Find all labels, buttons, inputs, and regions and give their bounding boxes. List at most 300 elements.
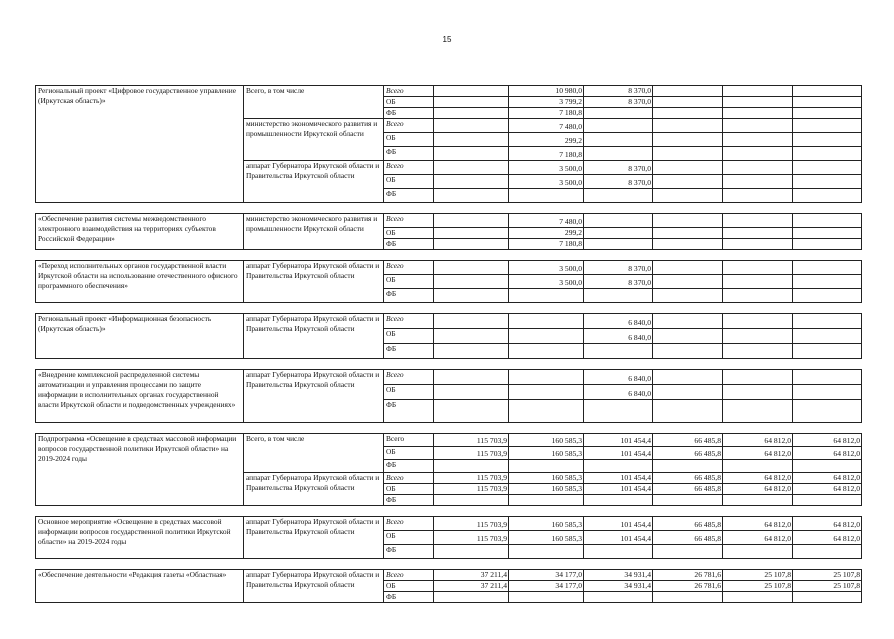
separator-cell (36, 250, 244, 261)
amount-cell (793, 228, 862, 239)
separator-cell (384, 203, 434, 214)
amount-cell (653, 261, 723, 275)
amount-cell (723, 385, 793, 400)
funding-source-cell: ФБ (384, 400, 434, 423)
separator-cell (653, 203, 723, 214)
amount-cell: 7 480,0 (509, 119, 584, 133)
amount-cell (793, 400, 862, 423)
table-row (36, 314, 862, 329)
amount-cell (434, 545, 509, 559)
funding-source-cell: ФБ (384, 189, 434, 203)
amount-cell (653, 214, 723, 228)
amount-cell (653, 385, 723, 400)
amount-cell: 25 107,8 (723, 581, 793, 592)
separator-cell (653, 423, 723, 434)
amount-cell (723, 214, 793, 228)
section-title: «Внедрение комплексной распределенной системы автоматизации и управления процессами по защите информации в исполнительных органах государственной власти Иркутской области и подведомственных учреждениях» (36, 370, 244, 423)
amount-cell: 160 585,3 (509, 484, 584, 495)
funding-source-cell: Всего (384, 214, 434, 228)
funding-source-cell: Всего (384, 119, 434, 133)
amount-cell: 101 454,4 (584, 447, 653, 460)
amount-cell: 64 812,0 (793, 484, 862, 495)
separator-cell (36, 559, 244, 570)
section-separator (36, 506, 862, 517)
amount-cell: 160 585,3 (509, 517, 584, 531)
amount-cell: 64 812,0 (793, 434, 862, 447)
separator-cell (653, 303, 723, 314)
separator-cell (244, 559, 384, 570)
amount-cell: 64 812,0 (793, 531, 862, 545)
amount-cell (509, 545, 584, 559)
separator-cell (434, 506, 509, 517)
amount-cell: 64 812,0 (723, 434, 793, 447)
section-separator (36, 303, 862, 314)
amount-cell (793, 214, 862, 228)
amount-cell: 7 180,8 (509, 239, 584, 250)
separator-cell (509, 203, 584, 214)
amount-cell (653, 133, 723, 147)
funding-source-cell: ОБ (384, 329, 434, 344)
separator-cell (723, 359, 793, 370)
section-title: «Обеспечение деятельности «Редакция газеты «Областная» (36, 570, 244, 603)
section-separator (36, 559, 862, 570)
separator-cell (584, 559, 653, 570)
amount-cell: 6 840,0 (584, 370, 653, 385)
separator-cell (653, 359, 723, 370)
separator-cell (509, 423, 584, 434)
amount-cell (653, 314, 723, 329)
amount-cell: 37 211,4 (434, 570, 509, 581)
amount-cell (434, 275, 509, 289)
funding-source-cell: ОБ (384, 484, 434, 495)
amount-cell (793, 108, 862, 119)
executor-cell: аппарат Губернатора Иркутской области и Правительства Иркутской области (244, 570, 384, 603)
amount-cell (793, 239, 862, 250)
amount-cell: 66 485,8 (653, 484, 723, 495)
section-separator (36, 203, 862, 214)
amount-cell (653, 400, 723, 423)
amount-cell (723, 239, 793, 250)
separator-cell (434, 423, 509, 434)
amount-cell: 8 370,0 (584, 261, 653, 275)
amount-cell (793, 275, 862, 289)
executor-cell: аппарат Губернатора Иркутской области и Правительства Иркутской области (244, 161, 384, 203)
separator-cell (584, 250, 653, 261)
amount-cell: 66 485,8 (653, 447, 723, 460)
funding-source-cell: ФБ (384, 460, 434, 473)
amount-cell (653, 189, 723, 203)
table-row (36, 434, 862, 447)
amount-cell: 26 781,6 (653, 581, 723, 592)
amount-cell: 3 500,0 (509, 261, 584, 275)
funding-source-cell: ФБ (384, 108, 434, 119)
amount-cell (434, 370, 509, 385)
amount-cell (793, 119, 862, 133)
amount-cell (793, 86, 862, 97)
amount-cell: 64 812,0 (793, 473, 862, 484)
amount-cell (653, 545, 723, 559)
separator-cell (793, 506, 862, 517)
amount-cell (434, 261, 509, 275)
funding-source-cell: Всего (384, 86, 434, 97)
amount-cell: 299,2 (509, 133, 584, 147)
amount-cell (434, 460, 509, 473)
amount-cell (653, 289, 723, 303)
amount-cell (723, 161, 793, 175)
amount-cell (584, 228, 653, 239)
amount-cell (434, 228, 509, 239)
amount-cell (434, 147, 509, 161)
amount-cell (434, 495, 509, 506)
amount-cell (434, 108, 509, 119)
amount-cell (509, 400, 584, 423)
amount-cell (509, 592, 584, 603)
amount-cell: 7 180,8 (509, 108, 584, 119)
amount-cell (509, 344, 584, 359)
separator-cell (244, 303, 384, 314)
amount-cell (509, 329, 584, 344)
amount-cell (723, 119, 793, 133)
amount-cell: 6 840,0 (584, 385, 653, 400)
amount-cell (723, 175, 793, 189)
amount-cell (584, 460, 653, 473)
amount-cell: 160 585,3 (509, 473, 584, 484)
separator-cell (509, 506, 584, 517)
amount-cell: 115 703,9 (434, 517, 509, 531)
amount-cell (723, 108, 793, 119)
amount-cell: 64 812,0 (723, 447, 793, 460)
amount-cell (793, 175, 862, 189)
amount-cell (723, 189, 793, 203)
amount-cell (434, 97, 509, 108)
amount-cell (723, 86, 793, 97)
amount-cell (723, 344, 793, 359)
funding-source-cell: ОБ (384, 275, 434, 289)
separator-cell (793, 250, 862, 261)
amount-cell: 66 485,8 (653, 434, 723, 447)
funding-source-cell: ОБ (384, 97, 434, 108)
budget-table (35, 85, 862, 603)
amount-cell (509, 385, 584, 400)
amount-cell (434, 314, 509, 329)
separator-cell (384, 423, 434, 434)
amount-cell (584, 592, 653, 603)
amount-cell: 37 211,4 (434, 581, 509, 592)
amount-cell (723, 289, 793, 303)
amount-cell (653, 161, 723, 175)
amount-cell: 3 500,0 (509, 175, 584, 189)
amount-cell (653, 86, 723, 97)
amount-cell (793, 261, 862, 275)
section-title: Региональный проект «Информационная безопасность (Иркутская область)» (36, 314, 244, 359)
separator-cell (509, 250, 584, 261)
executor-cell: аппарат Губернатора Иркутской области и Правительства Иркутской области (244, 473, 384, 506)
separator-cell (509, 359, 584, 370)
amount-cell (793, 133, 862, 147)
amount-cell: 34 931,4 (584, 581, 653, 592)
amount-cell (723, 329, 793, 344)
amount-cell: 34 177,0 (509, 570, 584, 581)
amount-cell: 3 500,0 (509, 275, 584, 289)
amount-cell (793, 344, 862, 359)
amount-cell (723, 400, 793, 423)
amount-cell (723, 545, 793, 559)
amount-cell: 115 703,9 (434, 447, 509, 460)
section-separator (36, 423, 862, 434)
amount-cell: 64 812,0 (793, 517, 862, 531)
amount-cell: 8 370,0 (584, 175, 653, 189)
amount-cell: 101 454,4 (584, 434, 653, 447)
table-row (36, 570, 862, 581)
amount-cell: 3 799,2 (509, 97, 584, 108)
amount-cell: 64 812,0 (723, 531, 793, 545)
separator-cell (723, 559, 793, 570)
executor-cell: Всего, в том числе (244, 434, 384, 473)
amount-cell (653, 147, 723, 161)
amount-cell: 101 454,4 (584, 517, 653, 531)
separator-cell (509, 303, 584, 314)
amount-cell: 101 454,4 (584, 473, 653, 484)
separator-cell (244, 359, 384, 370)
amount-cell (653, 239, 723, 250)
amount-cell (723, 275, 793, 289)
funding-source-cell: Всего (384, 314, 434, 329)
amount-cell (584, 108, 653, 119)
amount-cell: 25 107,8 (793, 581, 862, 592)
amount-cell: 25 107,8 (793, 570, 862, 581)
amount-cell (653, 592, 723, 603)
amount-cell (584, 214, 653, 228)
funding-source-cell: ФБ (384, 147, 434, 161)
amount-cell (793, 385, 862, 400)
amount-cell: 34 177,0 (509, 581, 584, 592)
separator-cell (434, 250, 509, 261)
amount-cell (793, 289, 862, 303)
funding-source-cell: Всего (384, 473, 434, 484)
amount-cell (723, 495, 793, 506)
separator-cell (509, 559, 584, 570)
amount-cell: 10 980,0 (509, 86, 584, 97)
page-number: 15 (442, 35, 452, 44)
amount-cell: 64 812,0 (793, 447, 862, 460)
table-row (36, 261, 862, 275)
amount-cell (653, 119, 723, 133)
funding-source-cell: ОБ (384, 133, 434, 147)
table-body (36, 86, 862, 603)
separator-cell (793, 359, 862, 370)
amount-cell (653, 370, 723, 385)
amount-cell (509, 314, 584, 329)
section-title: Подпрограмма «Освещение в средствах массовой информации вопросов государственной политики Иркутской области» на 2019-2024 годы (36, 434, 244, 506)
amount-cell (653, 108, 723, 119)
funding-source-cell: ОБ (384, 581, 434, 592)
amount-cell: 7 480,0 (509, 214, 584, 228)
amount-cell: 115 703,9 (434, 531, 509, 545)
amount-cell: 64 812,0 (723, 517, 793, 531)
amount-cell (723, 460, 793, 473)
executor-cell: Всего, в том числе (244, 86, 384, 119)
amount-cell (434, 119, 509, 133)
amount-cell (434, 385, 509, 400)
amount-cell (653, 329, 723, 344)
amount-cell: 115 703,9 (434, 434, 509, 447)
separator-cell (584, 359, 653, 370)
amount-cell (584, 344, 653, 359)
funding-source-cell: ФБ (384, 592, 434, 603)
funding-source-cell: Всего (384, 370, 434, 385)
amount-cell (723, 592, 793, 603)
amount-cell (434, 86, 509, 97)
amount-cell: 3 500,0 (509, 161, 584, 175)
amount-cell (434, 133, 509, 147)
amount-cell (653, 228, 723, 239)
amount-cell: 25 107,8 (723, 570, 793, 581)
section-title: Региональный проект «Цифровое государственное управление (Иркутская область)» (36, 86, 244, 203)
amount-cell: 64 812,0 (723, 484, 793, 495)
funding-source-cell: Всего (384, 261, 434, 275)
table-row (36, 370, 862, 385)
amount-cell (509, 460, 584, 473)
separator-cell (793, 203, 862, 214)
table-row (36, 214, 862, 228)
executor-cell: аппарат Губернатора Иркутской области и Правительства Иркутской области (244, 370, 384, 423)
amount-cell: 160 585,3 (509, 447, 584, 460)
amount-cell (509, 189, 584, 203)
funding-source-cell: ФБ (384, 289, 434, 303)
amount-cell (793, 495, 862, 506)
funding-source-cell: ОБ (384, 228, 434, 239)
amount-cell (584, 147, 653, 161)
funding-source-cell: ОБ (384, 447, 434, 460)
amount-cell: 66 485,8 (653, 531, 723, 545)
separator-cell (584, 506, 653, 517)
separator-cell (723, 303, 793, 314)
section-title: «Переход исполнительных органов государственной власти Иркутской области на использование отечественного офисного программного обеспечения» (36, 261, 244, 303)
separator-cell (434, 359, 509, 370)
funding-source-cell: ОБ (384, 531, 434, 545)
funding-source-cell: Всего (384, 434, 434, 447)
amount-cell (584, 133, 653, 147)
amount-cell: 26 781,6 (653, 570, 723, 581)
amount-cell (793, 545, 862, 559)
amount-cell (653, 495, 723, 506)
amount-cell (434, 400, 509, 423)
amount-cell (793, 314, 862, 329)
amount-cell (793, 147, 862, 161)
amount-cell (723, 147, 793, 161)
separator-cell (384, 303, 434, 314)
section-title: «Обеспечение развития системы межведомственного электронного взаимодействия на территориях субъектов Российской Федерации» (36, 214, 244, 250)
separator-cell (36, 303, 244, 314)
amount-cell (509, 289, 584, 303)
amount-cell (434, 239, 509, 250)
separator-cell (384, 559, 434, 570)
separator-cell (244, 506, 384, 517)
amount-cell (723, 314, 793, 329)
amount-cell: 160 585,3 (509, 434, 584, 447)
amount-cell (434, 329, 509, 344)
amount-cell: 8 370,0 (584, 275, 653, 289)
amount-cell (584, 239, 653, 250)
separator-cell (434, 203, 509, 214)
table-row (36, 86, 862, 97)
amount-cell (653, 175, 723, 189)
amount-cell: 6 840,0 (584, 314, 653, 329)
executor-cell: аппарат Губернатора Иркутской области и Правительства Иркутской области (244, 517, 384, 559)
amount-cell (723, 370, 793, 385)
section-separator (36, 359, 862, 370)
separator-cell (434, 303, 509, 314)
funding-source-cell: ОБ (384, 175, 434, 189)
funding-source-cell: ФБ (384, 239, 434, 250)
executor-cell: аппарат Губернатора Иркутской области и Правительства Иркутской области (244, 261, 384, 303)
amount-cell (723, 133, 793, 147)
amount-cell: 8 370,0 (584, 161, 653, 175)
funding-source-cell: ФБ (384, 344, 434, 359)
amount-cell (509, 370, 584, 385)
amount-cell (793, 97, 862, 108)
amount-cell (723, 228, 793, 239)
amount-cell (434, 592, 509, 603)
separator-cell (384, 359, 434, 370)
amount-cell: 115 703,9 (434, 484, 509, 495)
separator-cell (653, 250, 723, 261)
separator-cell (793, 303, 862, 314)
table-row (36, 517, 862, 531)
separator-cell (653, 506, 723, 517)
amount-cell (793, 161, 862, 175)
amount-cell (793, 592, 862, 603)
section-separator (36, 250, 862, 261)
separator-cell (244, 203, 384, 214)
amount-cell (584, 289, 653, 303)
amount-cell: 115 703,9 (434, 473, 509, 484)
amount-cell: 6 840,0 (584, 329, 653, 344)
amount-cell (653, 344, 723, 359)
amount-cell: 8 370,0 (584, 86, 653, 97)
executor-cell: министерство экономического развития и промышленности Иркутской области (244, 119, 384, 161)
amount-cell (509, 495, 584, 506)
amount-cell (793, 460, 862, 473)
amount-cell: 66 485,8 (653, 473, 723, 484)
amount-cell (723, 97, 793, 108)
separator-cell (384, 250, 434, 261)
separator-cell (723, 203, 793, 214)
amount-cell (434, 344, 509, 359)
separator-cell (723, 423, 793, 434)
amount-cell (584, 400, 653, 423)
separator-cell (384, 506, 434, 517)
separator-cell (36, 506, 244, 517)
amount-cell (434, 289, 509, 303)
separator-cell (36, 423, 244, 434)
amount-cell (723, 261, 793, 275)
separator-cell (244, 423, 384, 434)
separator-cell (653, 559, 723, 570)
amount-cell: 34 931,4 (584, 570, 653, 581)
separator-cell (723, 506, 793, 517)
separator-cell (723, 250, 793, 261)
executor-cell: аппарат Губернатора Иркутской области и Правительства Иркутской области (244, 314, 384, 359)
funding-source-cell: ФБ (384, 495, 434, 506)
funding-source-cell: ФБ (384, 545, 434, 559)
amount-cell (584, 189, 653, 203)
funding-source-cell: Всего (384, 570, 434, 581)
amount-cell (793, 329, 862, 344)
funding-source-cell: Всего (384, 517, 434, 531)
separator-cell (584, 423, 653, 434)
amount-cell (584, 119, 653, 133)
